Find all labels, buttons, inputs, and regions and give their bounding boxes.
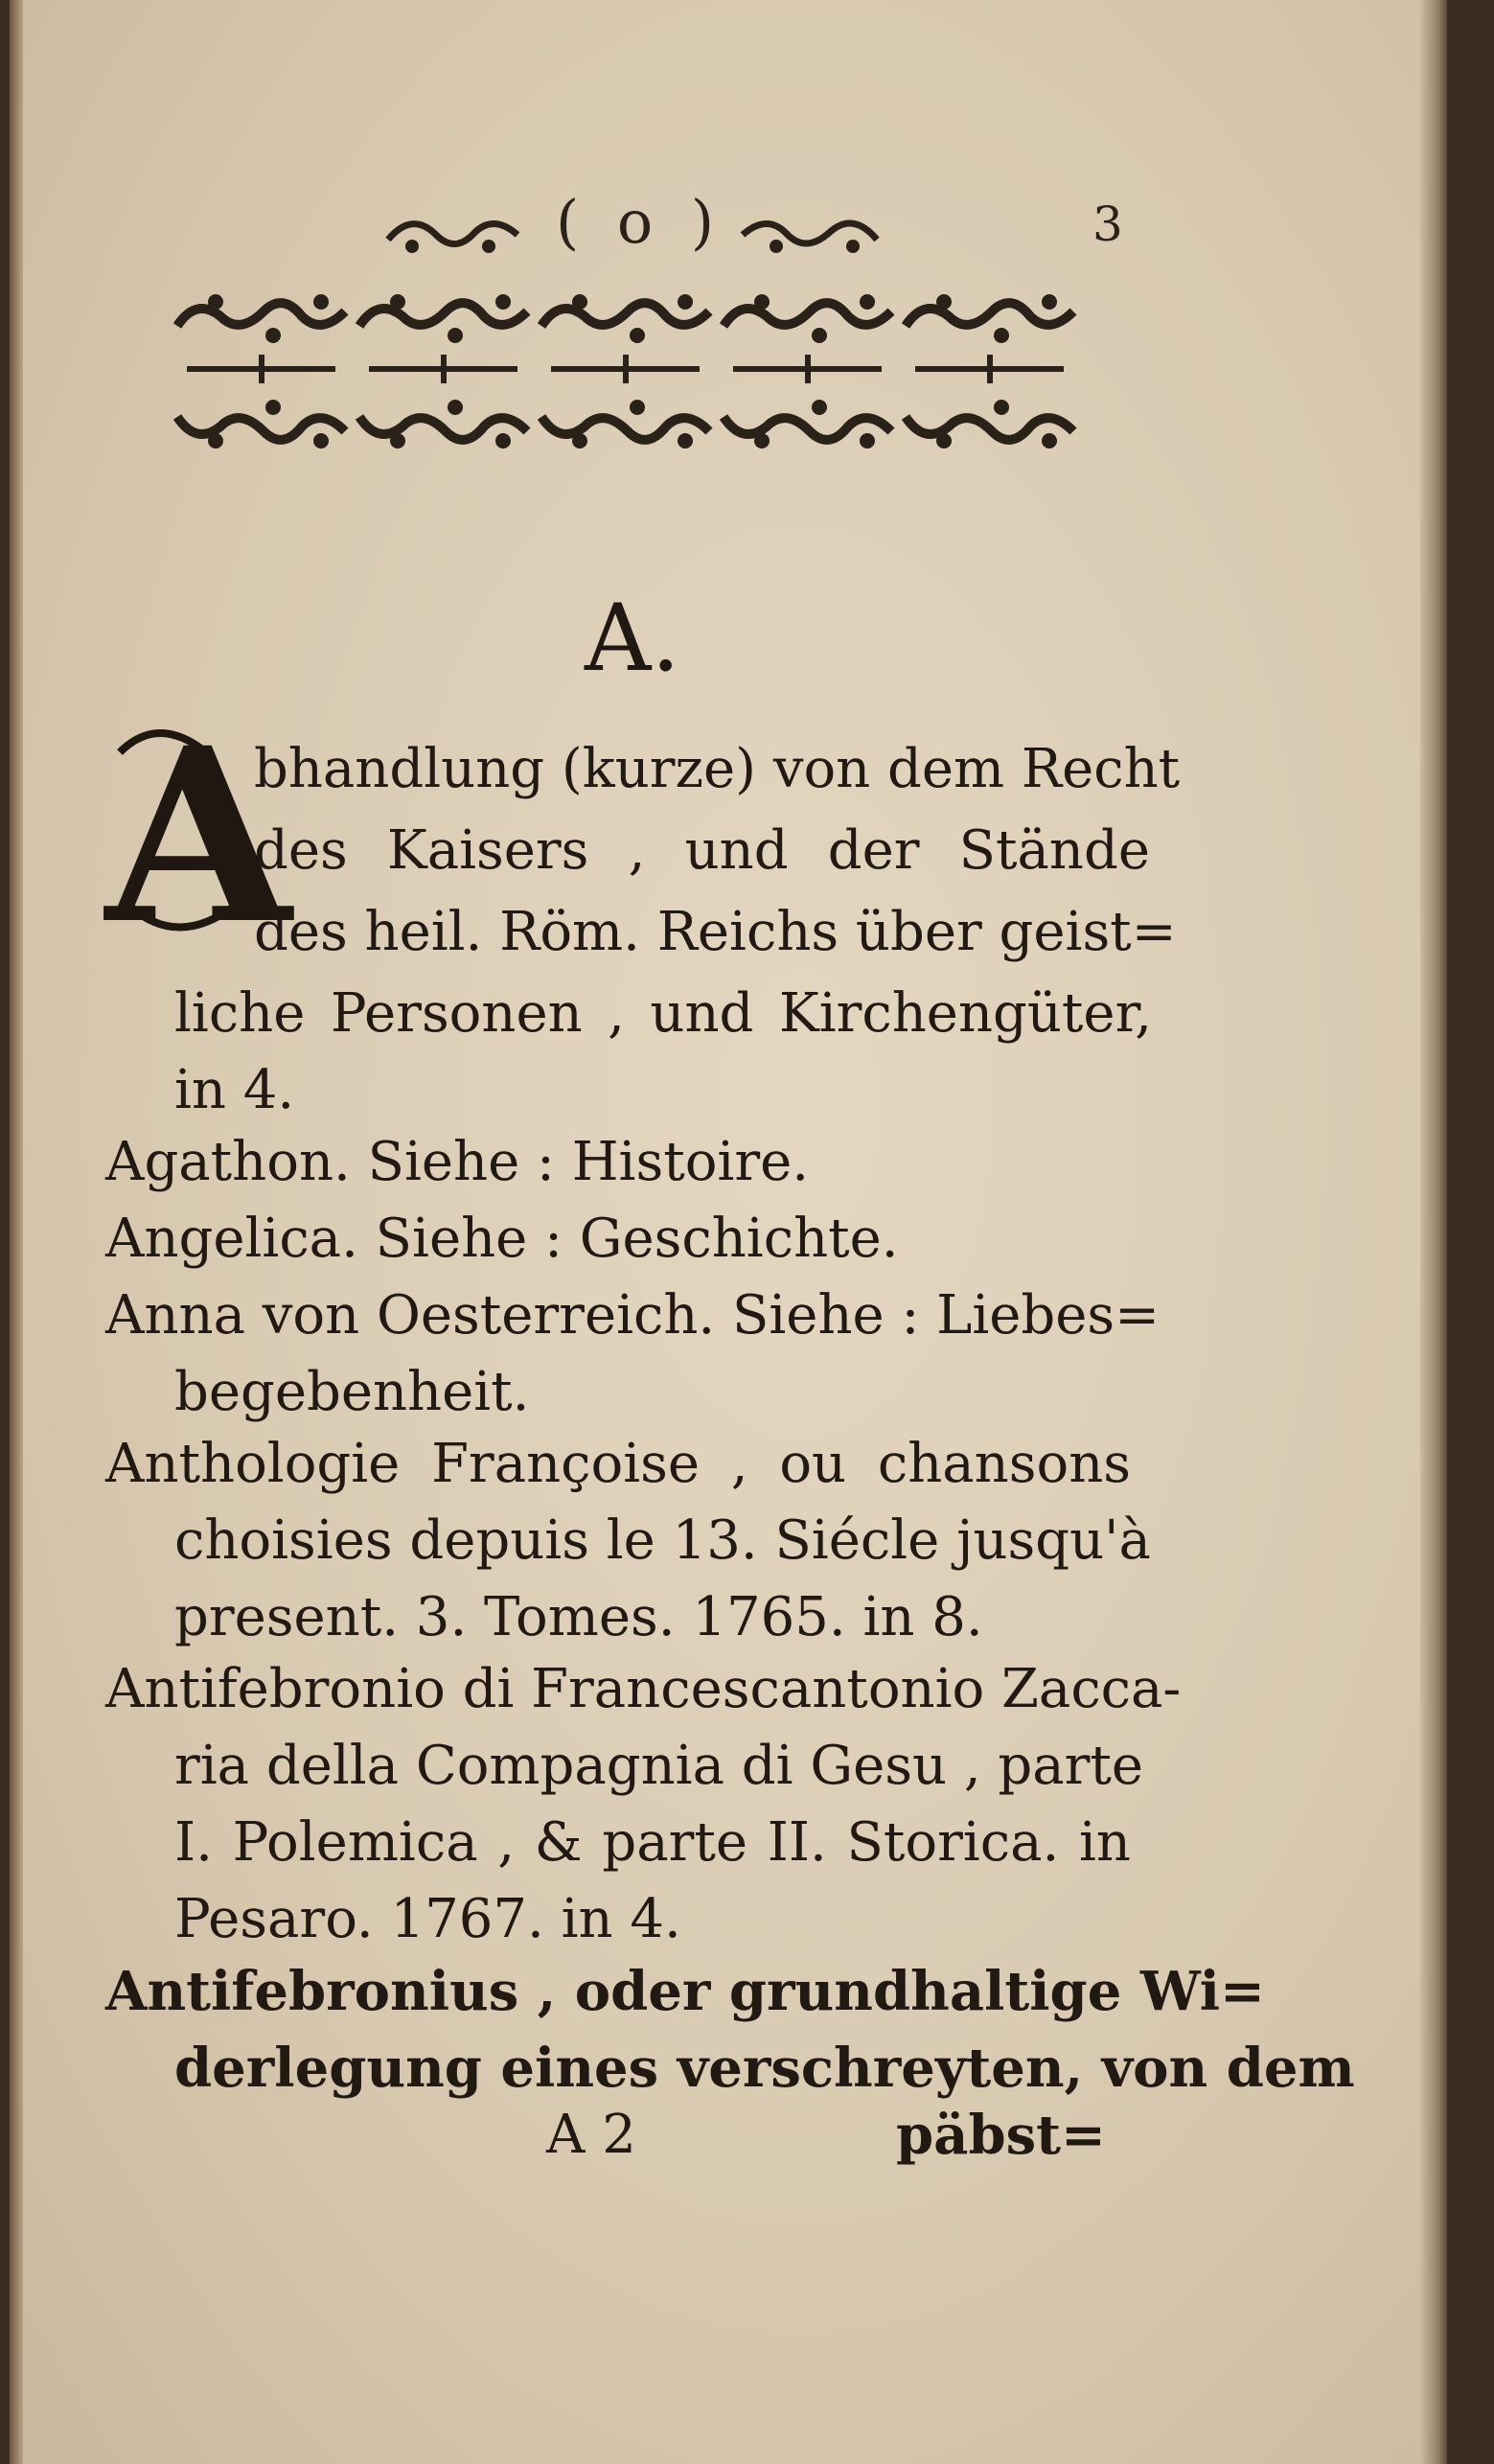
entry-line: Angelica. Siehe : Geschichte. [105,1208,899,1270]
entry-line: Pesaro. 1767. in 4. [174,1888,681,1950]
entry-line: Antifebronio di Francescantonio Zacca- [105,1658,1182,1720]
catchword: päbst= [896,2104,1106,2167]
entry-line: Anna von Oesterreich. Siehe : Liebes= [105,1284,1161,1347]
book-page [10,0,1447,2464]
entry-line: bhandlung (kurze) von dem Recht [254,738,1181,800]
page-edge-left [10,0,23,2464]
entry-line: Anthologie Françoise , ou chansons [105,1433,1131,1495]
entry-line: in 4. [174,1059,295,1121]
header-mark: ( o ) [556,187,724,257]
entry-line: Antifebronius , oder grundhaltige Wi= [105,1960,1265,2023]
entry-line: Agathon. Siehe : Histoire. [105,1131,810,1193]
entry-line: liche Personen , und Kirchengüter, [174,982,1152,1045]
header-ornament-left [383,206,527,264]
svg-text:A: A [105,695,291,977]
entry-line: I. Polemica , & parte II. Storica. in [174,1811,1131,1874]
signature-mark: A 2 [546,2104,636,2166]
entry-line: begebenheit. [174,1361,530,1423]
page-number: 3 [1092,196,1123,252]
running-header [355,187,891,273]
entry-line: choisies depuis le 13. Siécle jusqu'à [174,1509,1151,1572]
header-ornament-right [738,206,882,264]
section-letter: A. [585,585,680,692]
entry-line: des heil. Röm. Reichs über geist= [254,901,1177,963]
ornamental-border [177,283,1097,455]
entry-line: present. 3. Tomes. 1765. in 8. [174,1586,983,1648]
page-edge-right [1420,0,1447,2464]
entry-line: des Kaisers , und der Stände [254,819,1150,882]
decorated-initial-letter [101,695,291,977]
entry-line: derlegung eines verschreyten, von dem [174,2037,1355,2100]
entry-line: ria della Compagnia di Gesu , parte [174,1735,1144,1797]
